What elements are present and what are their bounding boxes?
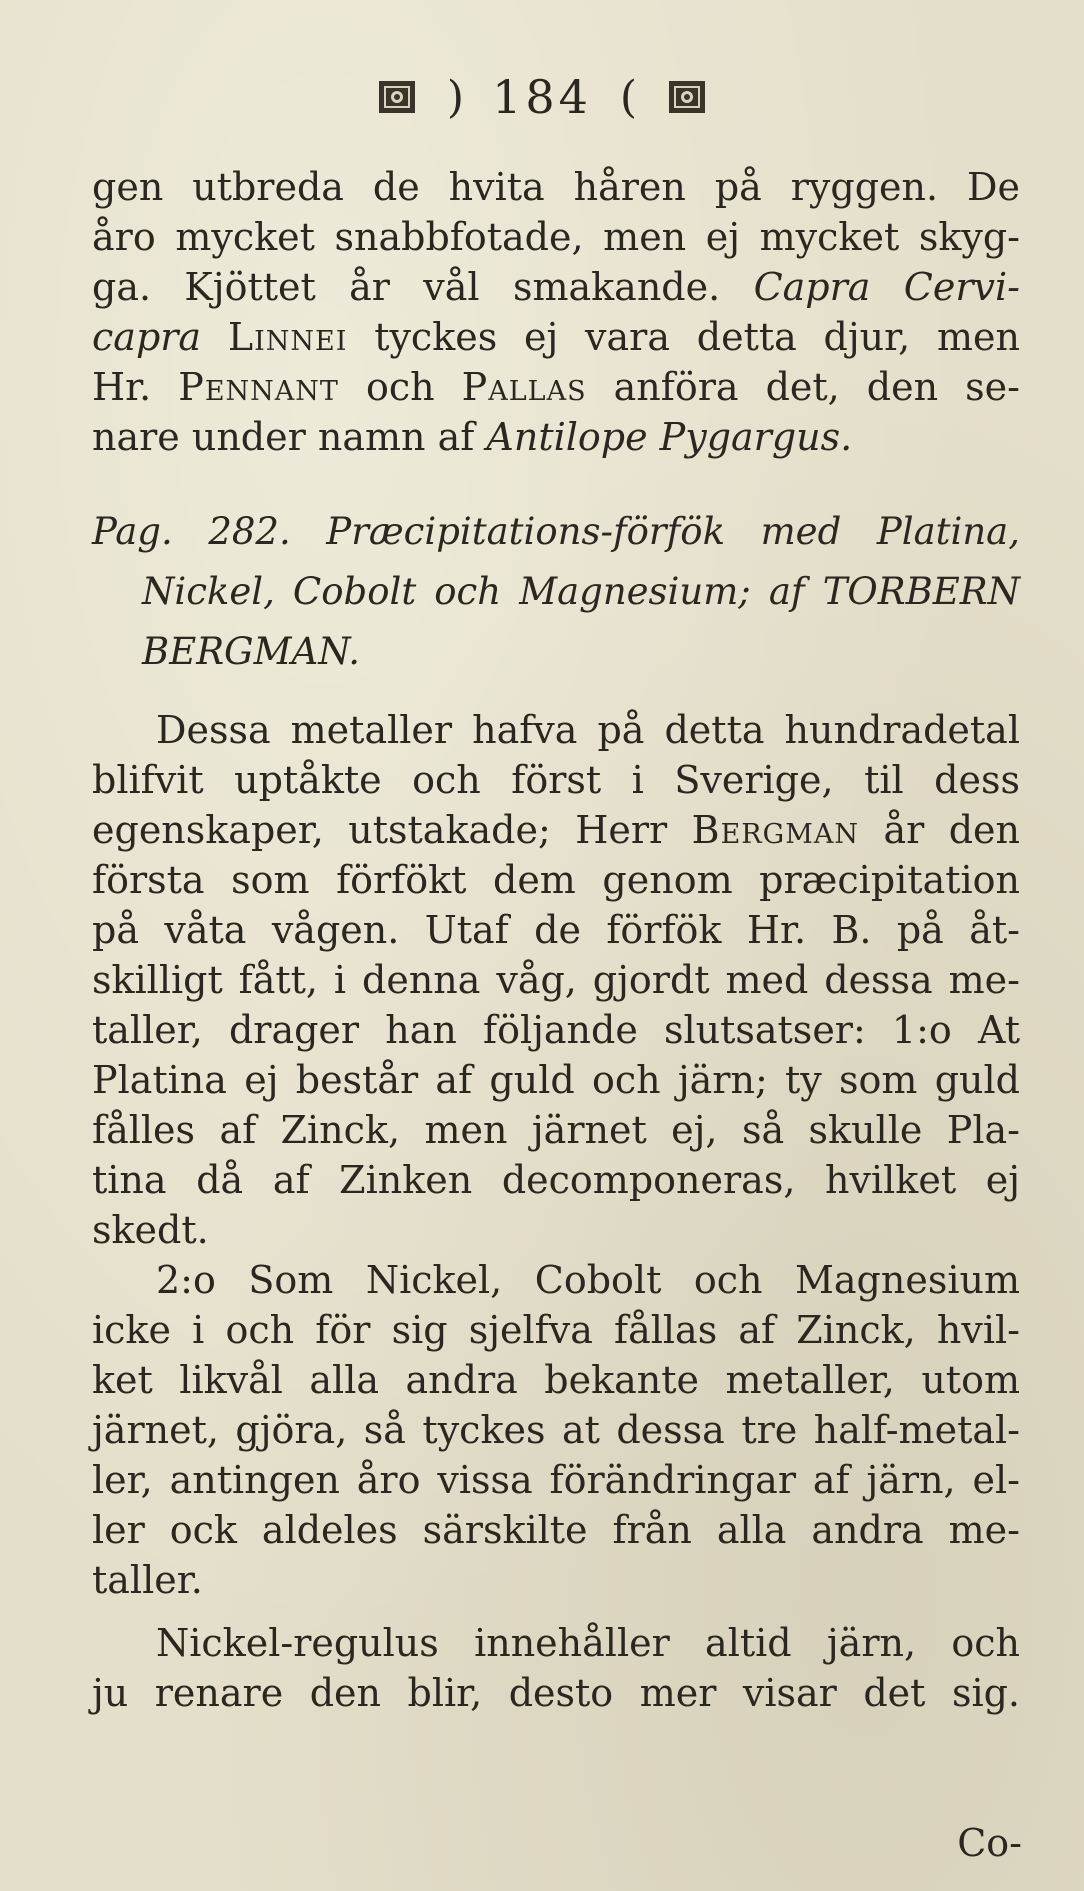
text-line: ga. Kjöttet år vål smakande. Capra Cervi-	[92, 265, 1020, 309]
text-line: taller.	[92, 1558, 203, 1602]
catchword: Co-	[957, 1821, 1022, 1865]
text-line: egenskaper, utstakade; Herr Bergman år den	[92, 808, 1020, 852]
paragraph-nickel-cobolt	[92, 1255, 1020, 1605]
text-line: 2:o Som Nickel, Cobolt och Magnesium	[156, 1258, 1020, 1302]
text-line: Nickel-regulus innehåller altid järn, och	[156, 1621, 1020, 1665]
text-line: första som förfökt dem genom præcipitation	[92, 858, 1020, 902]
ornament-right-icon	[665, 75, 709, 119]
species-name: Antilope Pygargus.	[486, 415, 853, 459]
text-line: ju renare den blir, desto mer visar det sig.	[92, 1671, 1020, 1715]
text-line: Platina ej består af guld och järn; ty som guld	[92, 1058, 1020, 1102]
heading-line: Nickel, Cobolt och Magnesium; af TORBERN	[142, 570, 1020, 613]
heading-line: BERGMAN.	[142, 630, 360, 673]
page-number: 184	[492, 70, 592, 124]
text-line: icke i och för sig sjelfva fållas af Zinck, hvil-	[92, 1308, 1020, 1352]
paragraph-metals	[92, 705, 1020, 1255]
paragraph-antelope	[92, 162, 1020, 462]
text-line: Hr. Pennant och Pallas anföra det, den se-	[92, 365, 1020, 409]
text-line: nare under namn af Antilope Pygargus.	[92, 415, 853, 459]
text-line: åro mycket snabbfotade, men ej mycket skyg-	[92, 215, 1020, 259]
paragraph-nickel-regulus	[92, 1618, 1020, 1718]
cervicapra-term: Capra Cervi-	[753, 265, 1020, 309]
page-header	[0, 62, 1084, 132]
text-line: Dessa metaller hafva på detta hundradetal	[156, 708, 1020, 752]
pallas-name: Pallas	[461, 365, 587, 409]
text-line: skilligt fått, i denna våg, gjordt med dessa me-	[92, 958, 1020, 1002]
text-line: skedt.	[92, 1208, 209, 1252]
ornament-left-icon	[375, 75, 419, 119]
text-line: ler ock aldeles särskilte från alla andra me-	[92, 1508, 1020, 1552]
text-line: capra Linnei tyckes ej vara detta djur, men	[92, 315, 1020, 359]
header-right-bracket: (	[619, 71, 638, 123]
bergman-name: Bergman	[691, 808, 859, 852]
header-left-bracket: )	[446, 71, 465, 123]
text-line: taller, drager han följande slutsatser: 1:o At	[92, 1008, 1020, 1052]
text-line: fålles af Zinck, men järnet ej, så skulle Pla-	[92, 1108, 1020, 1152]
text-line: på våta vågen. Utaf de förfök Hr. B. på åt-	[92, 908, 1020, 952]
heading-line: Pag. 282. Præcipitations-förfök med Platina,	[92, 510, 1020, 553]
text-line: gen utbreda de hvita håren på ryggen. De	[92, 165, 1020, 209]
text-line: ket likvål alla andra bekante metaller, utom	[92, 1358, 1020, 1402]
text-line: tina då af Zinken decomponeras, hvilket ej	[92, 1158, 1020, 1202]
text-line: järnet, gjöra, så tyckes at dessa tre half-metal-	[92, 1408, 1020, 1452]
linnei-name: Linnei	[227, 315, 348, 359]
section-heading	[92, 502, 1020, 682]
pennant-name: Pennant	[178, 365, 339, 409]
text-line: ler, antingen åro vissa förändringar af järn, el-	[92, 1458, 1020, 1502]
text-line: blifvit uptåkte och först i Sverige, til dess	[92, 758, 1020, 802]
